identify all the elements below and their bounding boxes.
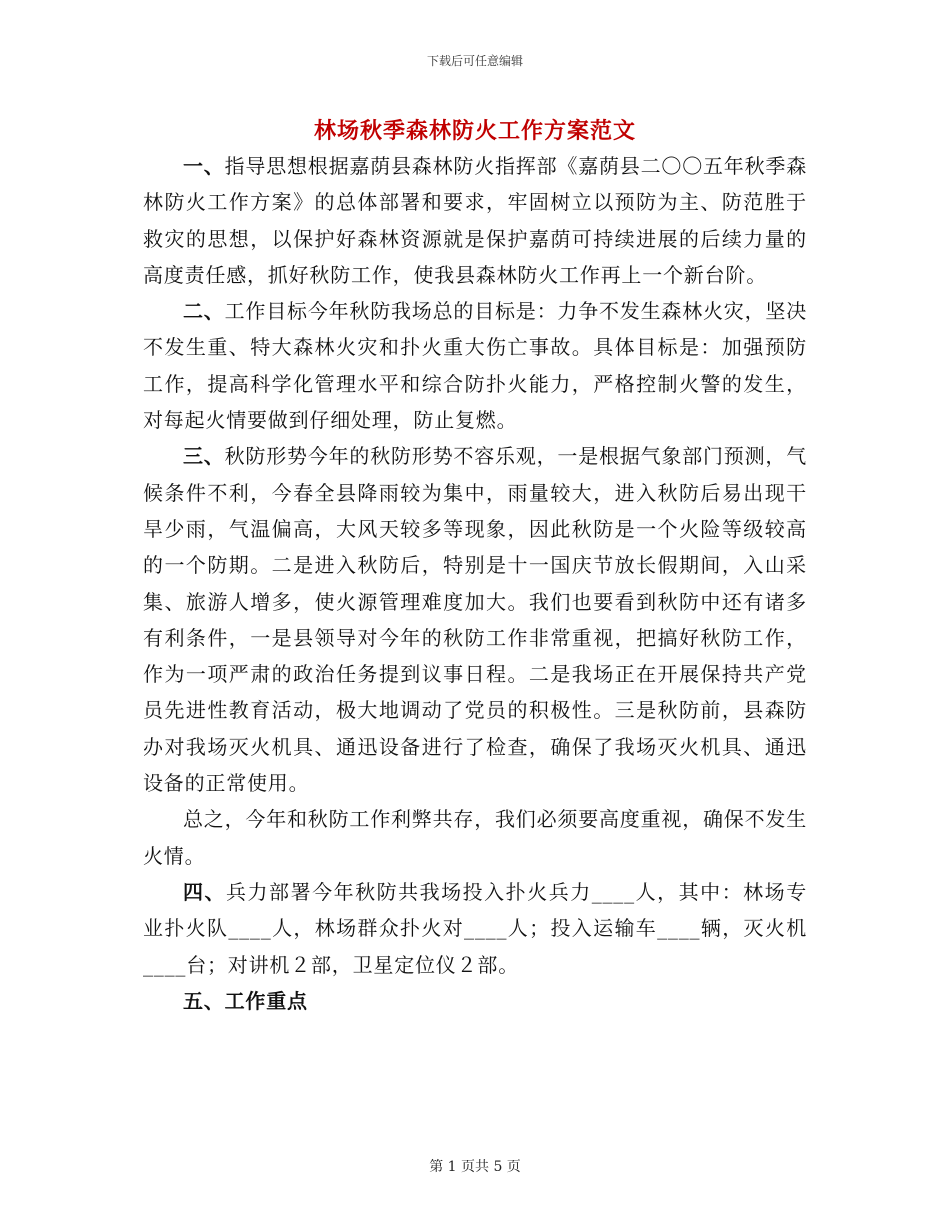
page-header-note: 下载后可任意编辑 [426,54,523,68]
paragraph-text: 工作目标今年秋防我场总的目标是：力争不发生森林火灾，坚决不发生重、特大森林火灾和扑火重大伤亡事故。具体目标是：加强预防工作，提高科学化管理水平和综合防扑火能力，严格控制火警的发生，对每起火情要做到仔细处理，防止复燃。 [143,299,808,433]
paragraph-1 [143,148,807,293]
paragraph-heading: 三、 [183,444,225,469]
paragraph-heading: 一、 [183,154,225,178]
document-body [143,148,807,1019]
paragraph-5 [143,874,807,983]
paragraph-3 [143,438,807,801]
paragraph-heading: 二、 [183,299,225,324]
paragraph-text: 兵力部署今年秋防共我场投入扑火兵力____人，其中：林场专业扑火队____人，林场群众扑火对____人；投入运输车____辆，灭火机____台；对讲机２部，卫星定位仪２部。 [143,879,807,977]
paragraph-text: 秋防形势今年的秋防形势不容乐观，一是根据气象部门预测，气候条件不利，今春全县降雨较为集中，雨量较大，进入秋防后易出现干旱少雨，气温偏高，大风天较多等现象，因此秋防是一个火险等级较高的一个防期。二是进入秋防后，特别是十一国庆节放长假期间，入山采集、旅游人增多，使火源管理难度加大。我们也要看到秋防中还有诸多有利条件，一是县领导对今年的秋防工作非常重视，把搞好秋防工作，作为一项严肃的政治任务提到议事日程。二是我场正在开展保持共产党员先进性教育活动，极大地调动了党员的积极性。三是秋防前，县森防办对我场灭火机具、通迅设备进行了检查，确保了我场灭火机具、通迅设备的正常使用。 [143,444,808,796]
paragraph-6 [143,983,807,1019]
document-title: 林场秋季森林防火工作方案范文 [313,118,636,144]
paragraph-2 [143,293,807,438]
section-heading: 五、工作重点 [183,988,308,1013]
paragraph-4 [143,801,807,874]
paragraph-text: 指导思想根据嘉荫县森林防火指挥部《嘉荫县二〇〇五年秋季森林防火工作方案》的总体部署和要求，牢固树立以预防为主、防范胜于救灾的思想，以保护好森林资源就是保护嘉荫可持续进展的后续力量的高度责任感，抓好秋防工作，使我县森林防火工作再上一个新台阶。 [143,154,808,287]
paragraph-heading: 四、 [183,879,227,904]
paragraph-text: 总之，今年和秋防工作利弊共存，我们必须要高度重视，确保不发生火情。 [143,807,807,868]
page-footer: 第 1 页共 5 页 [429,1159,521,1175]
